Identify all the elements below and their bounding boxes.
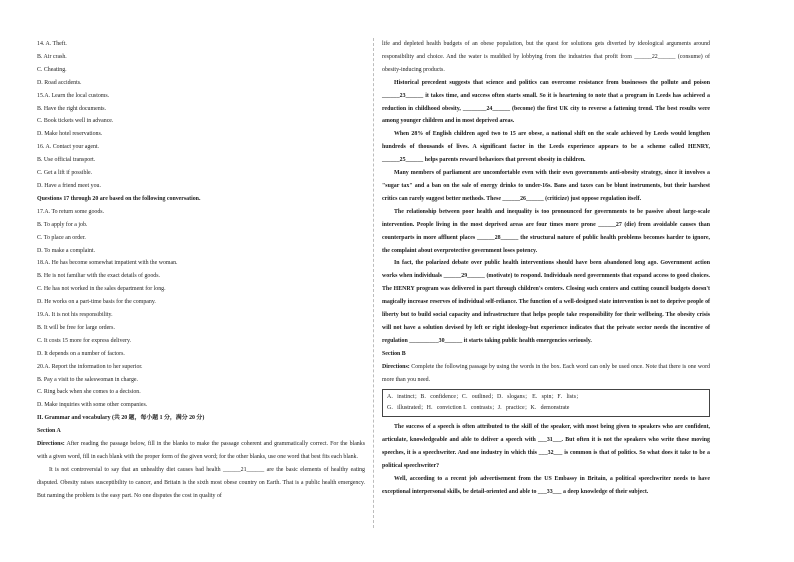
section-b-paragraph: Well, according to a recent job advertisement from the US Embassy in Britain, a political speechwriter needs to have exceptional interpersonal skills, be detail-oriented and able to ___33___ a deep knowledge of their subject. [382,476,710,495]
section-a-directions [37,438,365,464]
question-line: D. Make hotel reservations. [37,131,103,138]
question-line: D. Make inquiries with some other companies. [37,402,148,409]
section-b-paragraphs [382,421,710,498]
left-question-list [37,38,365,438]
question-line: II. Grammar and vocabulary (共 20 题，每小题 1 分，满分 20 分) [37,415,205,422]
section-b-directions [382,361,710,387]
question-line: C. He has not worked in the sales department for long. [37,286,166,293]
question-line: 19.A. It is not his responsibility. [37,312,113,319]
directions-text: After reading the passage below, fill in the blanks to make the passage coherent and grammatically correct. For the blanks with a given word, fill in each blank with the proper form of the given word; for the other blanks, use one word that best fits each blank. [37,441,365,460]
right-column [382,38,710,499]
question-line: Questions 17 through 20 are based on the following conversation. [37,195,201,202]
question-line: 18.A. He has become somewhat impatient with the woman. [37,260,178,267]
question-line: C. Cheating. [37,66,67,73]
word-box-row: A．instinct；B．confidence；C．outlined；D．slogans； E．spin；F．lists； [387,394,582,401]
question-line: B. Have the right documents. [37,105,107,112]
question-line: C. Book tickets well in advance. [37,118,114,125]
passage-continuation: life and depleted health budgets of an obese population, but the quest for solutions gets diverted by ideological arguments around responsibility and choice. And the water is muddied by lobbying from the industries that profit from ______22______ (consume) of obesity-inducing products. [382,41,710,73]
section-b-paragraph: The success of a speech is often attributed to the skill of the speaker, with most being given to speakers who are confident, articulate, knowledgeable and able to deliver a speech with ___31___. But often it is not the speakers who write these moving speeches, it is a speechwriter. And one industry in which this ___32___ is common is that of politics. So what does it take to be a political speechwriter? [382,424,710,470]
passage-paragraph: The relationship between poor health and inequality is too pronounced for governments to be passive about large-scale intervention. People living in the most deprived areas are four times more prone ______27 (die) from avoidable causes than counterparts in more affluent places ______28______ the structural nature of public health problems becomes harder to ignore, the complaint about overprotective government loses potency. [382,208,710,254]
question-line: C. Ring back when she comes to a decision. [37,389,141,396]
question-line: D. Road accidents. [37,79,82,86]
word-box-row: G．illustrated；H．conviction I．contrasts；J．practice；K．demonstrate [387,405,570,412]
question-line: 17.A. To return some goods. [37,208,105,215]
question-line: D. To make a complaint. [37,247,96,254]
question-line: B. Air crash. [37,53,67,60]
left-column [37,38,365,503]
directions-label: Directions: [37,441,65,448]
question-line: C. It costs 15 more for express delivery. [37,337,132,344]
passage-paragraph: Historical precedent suggests that science and politics can overcome resistance from businesses the pollute and poison ______23______ it takes time, and success often starts small. So it is heartening to note that a program in Leeds has achieved a reduction in childhood obesity, ________24______ (become) the first UK city to reverse a fattening trend. The best results were among younger children and in most deprived areas. [382,79,710,125]
question-line: B. To apply for a job. [37,221,88,228]
section-b-directions-label: Directions: [382,363,410,370]
question-line: D. Have a friend meet you. [37,182,101,189]
question-line: C. To place an order. [37,234,86,241]
passage-paragraph: In fact, the polarized debate over public health interventions should have been abandoned long ago. Government action works when individuals ______29______ (motivate) to respond. Individuals need governments that expand access to good choices. The HENRY program was delivered in part through children's centers. Closing such centers and cutting council budgets doesn't magically increase reserves of individual self-reliance. The function of a well-designed state intervention is not to deprive people of liberty but to build social capacity and infrastructure that helps people take responsibility for their wellbeing. The obesity crisis will not have a solution devised by left or right ideology-but experience indicates that the private sector needs the incentive of regulation __________30______ it starts taking public health emergencies seriously. [382,260,710,344]
question-line: B. It will be free for large orders. [37,324,115,331]
question-line: D. He works on a part-time basis for the company. [37,299,156,306]
question-line: C. Get a lift if possible. [37,170,93,177]
question-line: B. He is not familiar with the exact details of goods. [37,273,161,280]
question-line: 20.A. Report the information to her superior. [37,363,143,370]
question-line: B. Pay a visit to the saleswoman in charge. [37,376,138,383]
passage-paragraph: Many members of parliament are uncomfortable even with their own governments anti-obesity strategy, since it involves a "sugar tax" and a ban on the sale of energy drinks to under-16s. Bans and taxes can be blunt instruments, but their harshest critics can rarely suggest better methods. These ______26______ (criticize) just oppose regulation itself. [382,170,710,202]
passage-opening: It is not controversial to say that an unhealthy diet causes bad health ______21______ are the basic elements of healthy eating disputed. Obesity raises susceptibility to cancer, and Britain is the sixth most obese country on Earth. That is a public health emergency. But naming the problem is the easy part. No one disputes the cost in quality of [37,466,365,499]
question-line: 16. A. Contact your agent. [37,144,100,151]
passage-paragraphs [382,77,710,348]
question-line: B. Use official transport. [37,157,96,164]
question-line: 15.A. Learn the local customs. [37,92,110,99]
column-divider [373,38,374,528]
question-line: 14. A. Theft. [37,41,67,47]
question-line: Section A [37,428,61,435]
passage-paragraph: When 28% of English children aged two to 15 are obese, a national shift on the scale achieved by Leeds would lengthen hundreds of thousands of lives. A significant factor in the Leeds experience appears to be a scheme called HENRY, ______25______ helps parents reward behaviors that prevent obesity in children. [382,131,710,164]
word-box [382,389,710,417]
section-b-directions-text: Complete the following passage by using the words in the box. Each word can only be used once. Note that there is one word more than you need. [382,363,710,383]
section-b-heading: Section B [382,350,406,357]
question-line: D. It depends on a number of factors. [37,350,125,357]
